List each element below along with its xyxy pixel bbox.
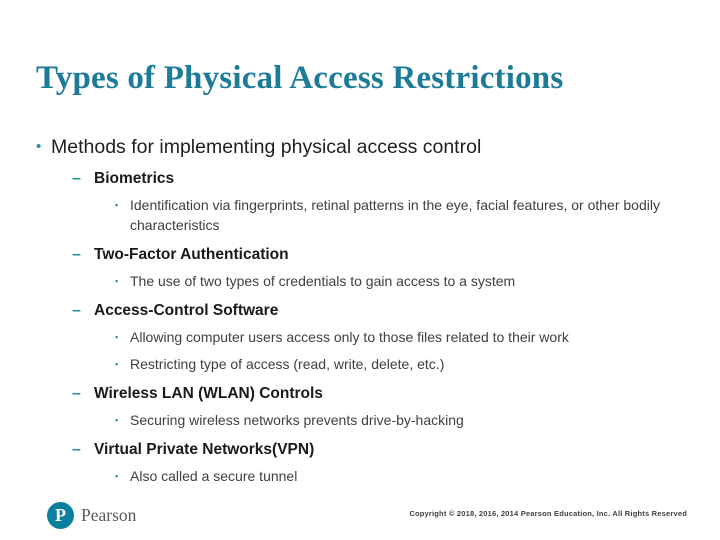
pearson-logo-icon xyxy=(47,502,74,529)
square-bullet-icon: ▪ xyxy=(115,471,119,481)
sub-point-text: Restricting type of access (read, write, delete, etc.) xyxy=(130,356,445,372)
copyright-notice: Copyright © 2018, 2016, 2014 Pearson Education, Inc. All Rights Reserved xyxy=(409,509,687,518)
list-item xyxy=(0,327,720,347)
list-item xyxy=(0,271,720,291)
list-item xyxy=(0,466,720,486)
list-item xyxy=(0,410,720,430)
sub-point-text: Also called a secure tunnel xyxy=(130,468,298,484)
section-heading: Access-Control Software xyxy=(94,302,279,319)
slide-body xyxy=(0,135,720,486)
section-heading: Two-Factor Authentication xyxy=(94,246,289,263)
list-item xyxy=(0,440,720,459)
bullet-text: Methods for implementing physical access control xyxy=(51,136,482,158)
square-bullet-icon: ▪ xyxy=(115,415,119,425)
square-bullet-icon: ▪ xyxy=(115,332,119,342)
dash-bullet-icon: – xyxy=(72,302,81,319)
dash-bullet-icon: – xyxy=(72,441,81,458)
dash-bullet-icon: – xyxy=(72,246,81,263)
list-item xyxy=(0,301,720,320)
square-bullet-icon: ▪ xyxy=(115,359,119,369)
sub-point-text: Allowing computer users access only to those files related to their work xyxy=(130,329,569,345)
pearson-logo xyxy=(47,502,136,529)
list-item xyxy=(0,245,720,264)
section-heading: Virtual Private Networks(VPN) xyxy=(94,441,315,458)
dash-bullet-icon: – xyxy=(72,385,81,402)
round-bullet-icon: • xyxy=(36,138,42,155)
list-item xyxy=(0,169,720,188)
dash-bullet-icon: – xyxy=(72,170,81,187)
list-item xyxy=(0,354,720,374)
pearson-logo-initial: P xyxy=(55,505,66,525)
list-item xyxy=(0,384,720,403)
list-item xyxy=(0,195,720,235)
section-heading: Biometrics xyxy=(94,170,175,187)
sub-point-text: Securing wireless networks prevents drive-by-hacking xyxy=(130,412,464,428)
section-heading: Wireless LAN (WLAN) Controls xyxy=(94,385,323,402)
slide-title: Types of Physical Access Restrictions xyxy=(36,60,564,96)
square-bullet-icon: ▪ xyxy=(115,276,119,286)
square-bullet-icon: ▪ xyxy=(115,200,119,210)
sub-point-text: Identification via fingerprints, retinal patterns in the eye, facial features, or other bodily characteristics xyxy=(130,197,660,233)
sub-point-text: The use of two types of credentials to gain access to a system xyxy=(130,273,516,289)
pearson-wordmark: Pearson xyxy=(81,505,137,525)
list-item xyxy=(0,135,720,159)
